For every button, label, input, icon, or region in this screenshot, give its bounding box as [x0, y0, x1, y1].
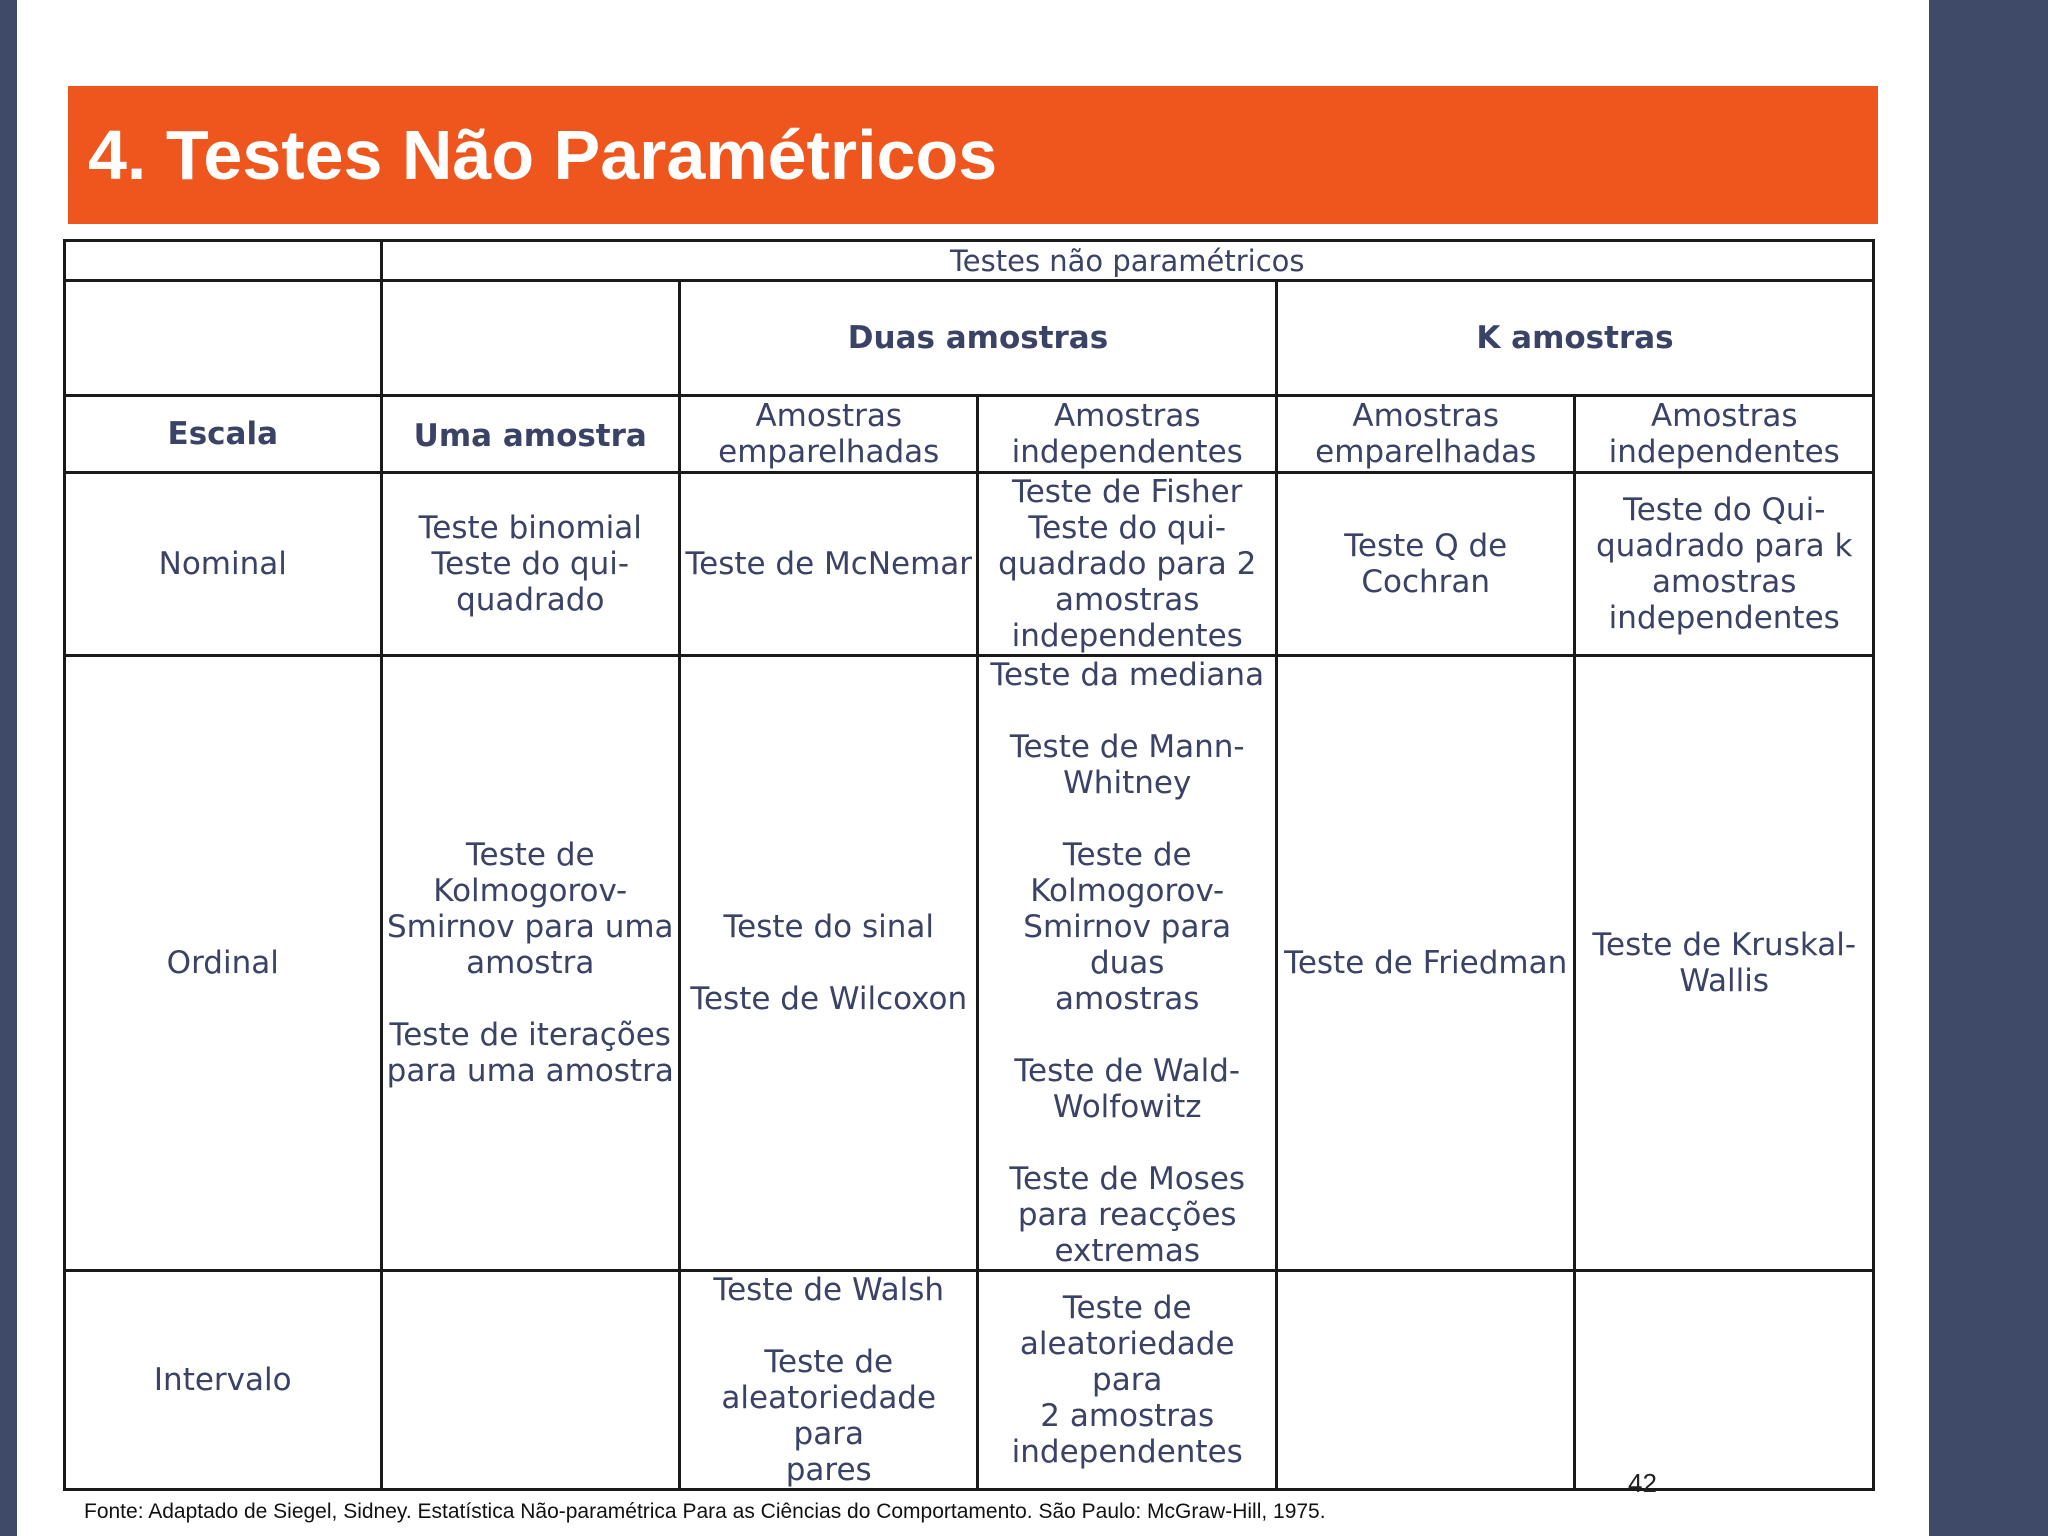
- table-cell: Teste Q de Cochran: [1276, 473, 1574, 656]
- table-cell: Teste do sinal Teste de Wilcoxon: [680, 656, 978, 1271]
- table-cell: Teste de aleatoriedade para 2 amostras independentes: [978, 1271, 1276, 1490]
- header-k-independentes: Amostras independentes: [1575, 396, 1874, 473]
- header-duas-emparelhadas: Amostras emparelhadas: [680, 396, 978, 473]
- empty-cell: [381, 281, 679, 396]
- table-cell: Teste de Walsh Teste de aleatoriedade para pares: [680, 1271, 978, 1490]
- scale-cell: Nominal: [65, 473, 382, 656]
- table-cell: Teste do Qui- quadrado para k amostras independentes: [1575, 473, 1874, 656]
- header-escala: Escala: [65, 396, 382, 473]
- table-row: [65, 473, 1874, 656]
- source-citation: Fonte: Adaptado de Siegel, Sidney. Estatística Não-paramétrica Para as Ciências do Comportamento. São Paulo: McGraw-Hill, 1975.: [84, 1500, 1326, 1523]
- table-cell: Teste de Fisher Teste do qui- quadrado para 2 amostras independentes: [978, 473, 1276, 656]
- super-header-cell: Testes não paramétricos: [381, 241, 1873, 281]
- table-cell: [1276, 1271, 1574, 1490]
- table-cell: Teste de Kolmogorov- Smirnov para uma amostra Teste de iterações para uma amostra: [381, 656, 679, 1271]
- scale-cell: Intervalo: [65, 1271, 382, 1490]
- table-row-group-header: [65, 281, 1874, 396]
- right-accent-bar: [1929, 0, 2048, 1536]
- table-row: [65, 656, 1874, 1271]
- empty-cell: [65, 281, 382, 396]
- table-row: [65, 1271, 1874, 1490]
- left-accent-bar: [0, 0, 17, 1536]
- scale-cell: Ordinal: [65, 656, 382, 1271]
- table-row-super-header: [65, 241, 1874, 281]
- header-duas-independentes: Amostras independentes: [978, 396, 1276, 473]
- header-duas-amostras: Duas amostras: [680, 281, 1277, 396]
- table-cell: Teste da mediana Teste de Mann- Whitney Teste de Kolmogorov- Smirnov para duas amostras Teste de Wald- Wolfowitz Teste de Moses para reacções extremas: [978, 656, 1276, 1271]
- header-k-amostras: K amostras: [1276, 281, 1873, 396]
- slide-title: 4. Testes Não Paramétricos: [88, 116, 998, 194]
- table-cell: Teste de Kruskal- Wallis: [1575, 656, 1874, 1271]
- table-cell: Teste binomial Teste do qui- quadrado: [381, 473, 679, 656]
- corner-cell: [65, 241, 382, 281]
- table-cell: Teste de Friedman: [1276, 656, 1574, 1271]
- table-row-subheader: [65, 396, 1874, 473]
- header-k-emparelhadas: Amostras emparelhadas: [1276, 396, 1574, 473]
- table-cell: [381, 1271, 679, 1490]
- header-uma-amostra: Uma amostra: [381, 396, 679, 473]
- tests-table: [63, 239, 1875, 1491]
- table-cell: Teste de McNemar: [680, 473, 978, 656]
- table-cell: [1575, 1271, 1874, 1490]
- title-banner: [68, 86, 1878, 224]
- page-number: 42: [1628, 1468, 1657, 1498]
